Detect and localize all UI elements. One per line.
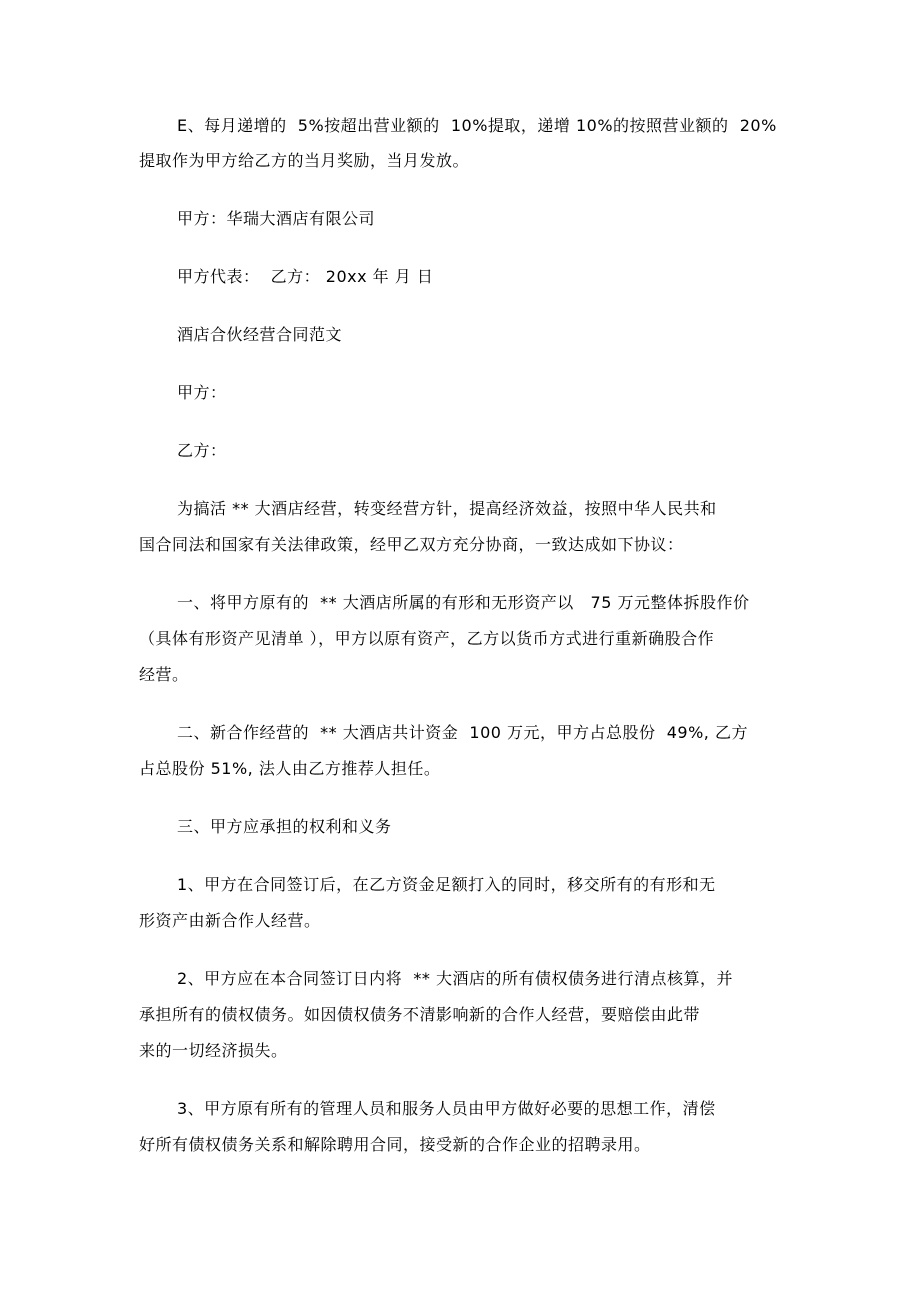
party-a-company: 甲方：华瑞大酒店有限公司 — [177, 209, 376, 228]
preamble-line-2: 国合同法和国家有关法律政策，经甲乙双方充分协商，一致达成如下协议： — [139, 535, 684, 554]
item-2-line-2: 承担所有的债权债务。如因债权债务不清影响新的合作人经营，要赔偿由此带 — [139, 1005, 701, 1024]
item-3-line-2: 好所有债权债务关系和解除聘用合同，接受新的合作企业的招聘录用。 — [139, 1135, 651, 1154]
contract-title: 酒店合伙经营合同范文 — [177, 325, 343, 344]
party-a-label: 甲方： — [177, 383, 227, 402]
preamble-line-1: 为搞活 ** 大酒店经营，转变经营方针，提高经济效益，按照中华人民共和 — [177, 499, 717, 518]
clause-1-line-3: 经营。 — [139, 665, 189, 684]
item-3-line-1: 3、甲方原有所有的管理人员和服务人员由甲方做好必要的思想工作，清偿 — [177, 1099, 716, 1118]
item-2-line-1: 2、甲方应在本合同签订日内将 ** 大酒店的所有债权债务进行清点核算，并 — [177, 969, 733, 988]
item-1-line-2: 形资产由新合作人经营。 — [139, 911, 321, 930]
paragraph-e-line-2: 提取作为甲方给乙方的当月奖励，当月发放。 — [139, 151, 470, 170]
party-b-label: 乙方： — [177, 441, 227, 460]
signature-line: 甲方代表： 乙方： 20xx 年 月 日 — [177, 267, 434, 286]
item-2-line-3: 来的一切经济损失。 — [139, 1041, 288, 1060]
clause-1-line-1: 一、将甲方原有的 ** 大酒店所属的有形和无形资产以 75 万元整体拆股作价 — [177, 593, 750, 612]
clause-3-heading: 三、甲方应承担的权利和义务 — [177, 817, 392, 836]
paragraph-e-line-1: E、每月递增的 5%按超出营业额的 10%提取，递增 10%的按照营业额的 20% — [177, 116, 777, 135]
clause-1-line-2: （具体有形资产见清单 ），甲方以原有资产，乙方以货币方式进行重新确股合作 — [139, 629, 715, 648]
clause-2-line-2: 占总股份 51%, 法人由乙方推荐人担任。 — [139, 759, 441, 778]
clause-2-line-1: 二、新合作经营的 ** 大酒店共计资金 100 万元，甲方占总股份 49%, 乙方 — [177, 723, 748, 742]
item-1-line-1: 1、甲方在合同签订后，在乙方资金足额打入的同时，移交所有的有形和无 — [177, 875, 716, 894]
